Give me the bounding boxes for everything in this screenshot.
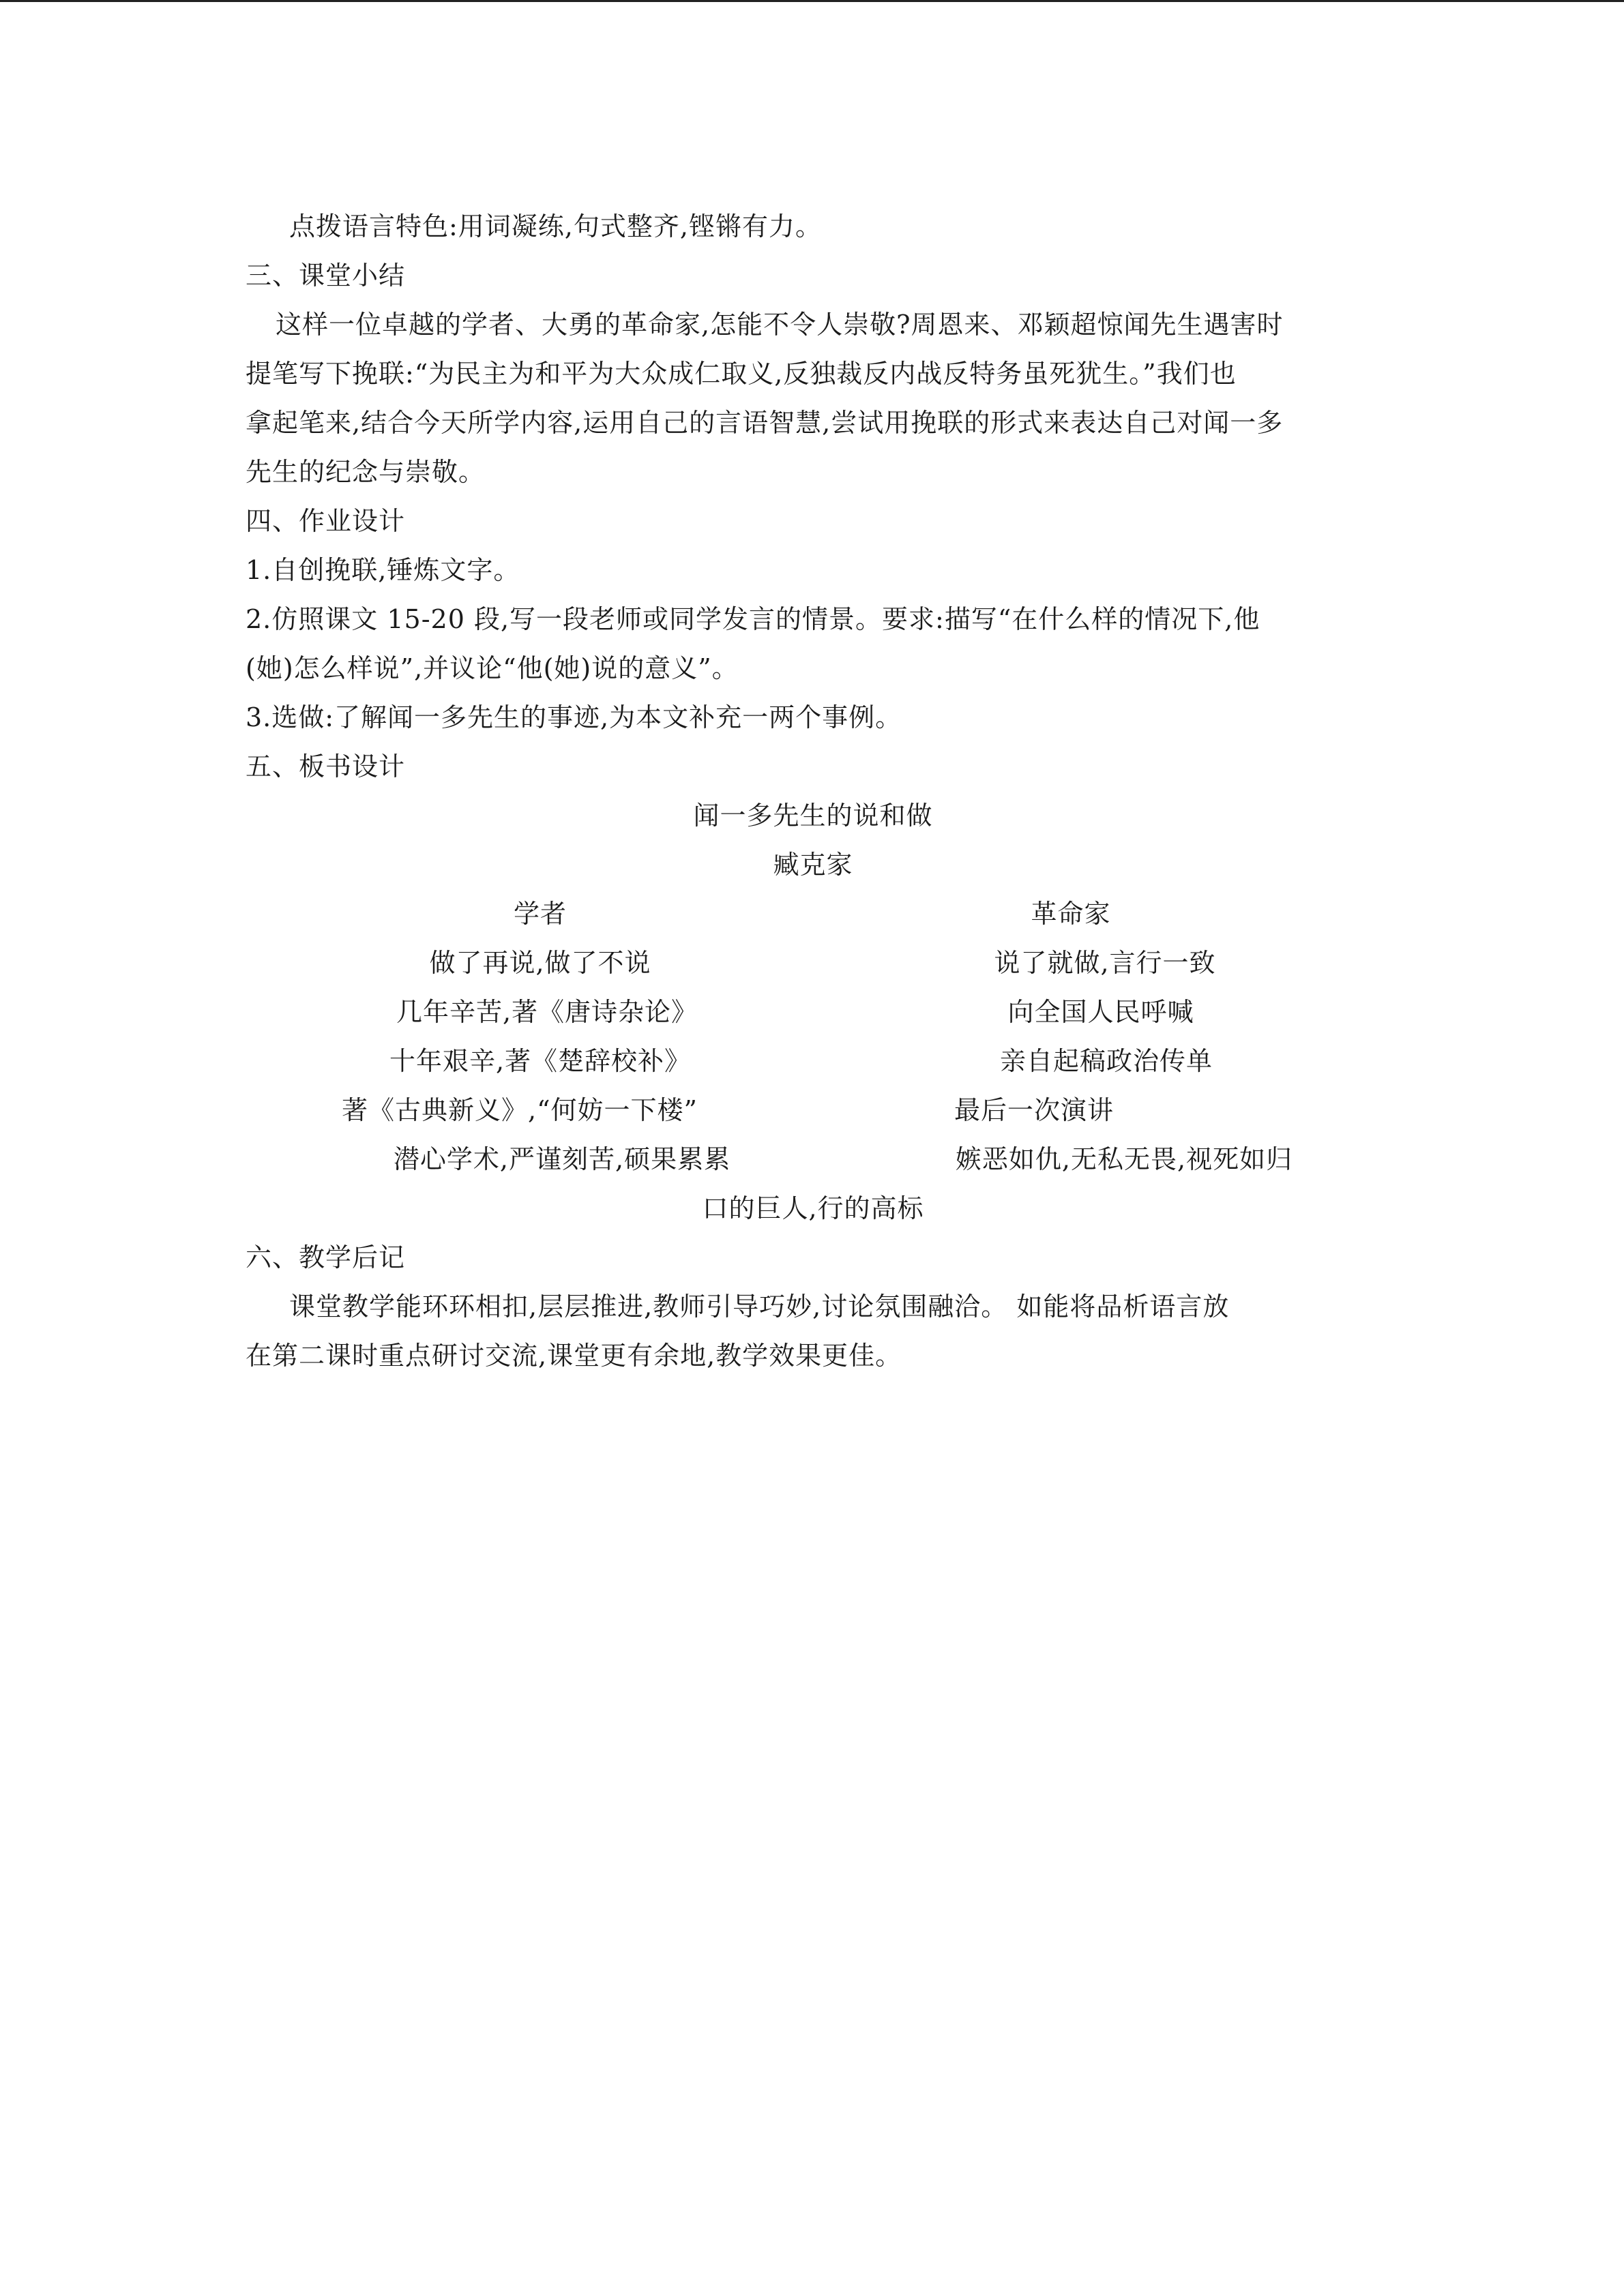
paragraph-summary-line-3: 拿起笔来,结合今天所学内容,运用自己的言语智慧,尝试用挽联的形式来表达自己对闻一多 — [246, 408, 1284, 438]
homework-item-1: 1.自创挽联,锤炼文字。 — [246, 555, 520, 585]
paragraph-summary-line-4: 先生的纪念与崇敬。 — [246, 457, 486, 487]
board-right-item: 亲自起稿政治传单 — [999, 1046, 1213, 1076]
board-left-item: 潜心学术,严谨刻苦,硕果累累 — [393, 1144, 731, 1174]
board-right-item: 嫉恶如仇,无私无畏,视死如归 — [955, 1144, 1293, 1174]
page-top-border — [0, 0, 1624, 2]
board-right-heading: 革命家 — [1031, 899, 1111, 929]
homework-item-2-line-2: (她)怎么样说”,并议论“他(她)说的意义”。 — [246, 653, 739, 683]
section-heading-summary: 三、课堂小结 — [246, 260, 406, 290]
section-heading-homework: 四、作业设计 — [246, 506, 406, 536]
board-left-heading: 学者 — [513, 899, 567, 929]
board-right-item: 说了就做,言行一致 — [994, 948, 1216, 978]
board-left-item: 几年辛苦,著《唐诗杂论》 — [396, 997, 698, 1027]
board-right-item: 向全国人民呼喊 — [1007, 997, 1194, 1027]
board-left-item: 做了再说,做了不说 — [429, 948, 651, 978]
board-summary: 口的巨人,行的高标 — [702, 1193, 924, 1223]
board-left-item: 著《古典新义》,“何妨一下楼” — [342, 1095, 698, 1125]
notes-line-1: 课堂教学能环环相扣,层层推进,教师引导巧妙,讨论氛围融洽。 如能将品析语言放 — [289, 1292, 1230, 1322]
homework-item-3: 3.选做:了解闻一多先生的事迹,为本文补充一两个事例。 — [246, 702, 902, 732]
section-heading-board: 五、板书设计 — [246, 751, 406, 781]
board-right-item: 最后一次演讲 — [954, 1095, 1114, 1125]
board-author: 臧克家 — [773, 850, 853, 880]
section-heading-notes: 六、教学后记 — [246, 1242, 406, 1272]
paragraph-summary-line-2: 提笔写下挽联:“为民主为和平为大众成仁取义,反独裁反内战反特务虽死犹生。”我们也 — [246, 359, 1237, 389]
paragraph-language-features: 点拨语言特色:用词凝练,句式整齐,铿锵有力。 — [289, 211, 822, 241]
notes-line-2: 在第二课时重点研讨交流,课堂更有余地,教学效果更佳。 — [246, 1341, 902, 1371]
homework-item-2-line-1: 2.仿照课文 15-20 段,写一段老师或同学发言的情景。要求:描写“在什么样的情况下,他 — [246, 604, 1260, 634]
board-title: 闻一多先生的说和做 — [693, 801, 933, 831]
paragraph-summary-line-1: 这样一位卓越的学者、大勇的革命家,怎能不令人崇敬?周恩来、邓颖超惊闻先生遇害时 — [276, 310, 1284, 340]
board-left-item: 十年艰辛,著《楚辞校补》 — [389, 1046, 692, 1076]
